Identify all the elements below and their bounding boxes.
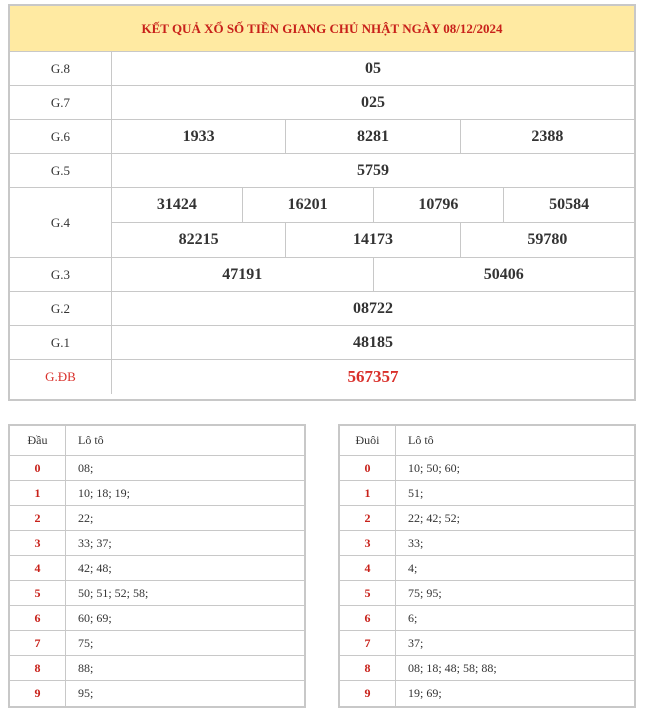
row-key: 6 [10, 606, 66, 630]
row-key: 5 [340, 581, 396, 605]
row-key: 9 [10, 681, 66, 706]
prize-label: G.8 [10, 52, 112, 85]
row-key: 2 [340, 506, 396, 530]
row-val: 08; [78, 460, 94, 475]
row-val: 75; [78, 635, 94, 650]
table-row [340, 606, 634, 631]
prize-number: 14173 [285, 223, 459, 257]
table-row [340, 581, 634, 606]
table-row [10, 506, 304, 531]
table-row [10, 581, 304, 606]
header-key: Đầu [10, 426, 66, 455]
row-key: 1 [340, 481, 396, 505]
row-key: 6 [340, 606, 396, 630]
header-val: Lô tô [78, 433, 104, 447]
special-prize-number: 567357 [347, 367, 399, 386]
table-row [340, 631, 634, 656]
table-header [340, 426, 634, 456]
prize-number: 2388 [460, 120, 634, 153]
header-val: Lô tô [408, 433, 434, 447]
prize-row-special [10, 360, 634, 394]
table-row [10, 481, 304, 506]
row-val: 88; [78, 660, 94, 675]
prize-number: 08722 [353, 299, 393, 317]
table-row [10, 456, 304, 481]
results-table [8, 4, 636, 401]
row-val: 22; [78, 510, 94, 525]
row-key: 0 [10, 456, 66, 480]
table-row [10, 531, 304, 556]
row-key: 1 [10, 481, 66, 505]
prize-row-g2 [10, 292, 634, 326]
row-key: 4 [10, 556, 66, 580]
duoi-loto-table [338, 424, 636, 708]
table-row [10, 656, 304, 681]
prize-number: 48185 [353, 333, 393, 351]
table-row [10, 681, 304, 706]
row-val: 60; 69; [78, 610, 112, 625]
table-row [340, 456, 634, 481]
row-key: 5 [10, 581, 66, 605]
table-row [340, 656, 634, 681]
row-val: 50; 51; 52; 58; [78, 585, 149, 600]
prize-label: G.2 [10, 292, 112, 325]
prize-number: 50584 [503, 188, 634, 222]
results-title: KẾT QUẢ XỔ SỐ TIỀN GIANG CHỦ NHẬT NGÀY 08/12/2024 [10, 6, 634, 52]
prize-number: 50406 [373, 258, 635, 291]
row-key: 9 [340, 681, 396, 706]
row-val: 42; 48; [78, 560, 112, 575]
row-val: 95; [78, 686, 94, 700]
table-row [340, 531, 634, 556]
prize-number: 8281 [285, 120, 459, 153]
table-row [340, 481, 634, 506]
table-row [10, 631, 304, 656]
dau-loto-table [8, 424, 306, 708]
prize-row-g7 [10, 86, 634, 120]
row-val: 75; 95; [408, 585, 442, 600]
prize-label: G.6 [10, 120, 112, 153]
row-val: 10; 18; 19; [78, 485, 131, 500]
row-val: 19; 69; [408, 686, 442, 700]
row-key: 3 [340, 531, 396, 555]
prize-label: G.7 [10, 86, 112, 119]
row-val: 33; 37; [78, 535, 112, 550]
row-val: 37; [408, 635, 424, 650]
prize-row-g8 [10, 52, 634, 86]
prize-number: 025 [361, 93, 385, 111]
row-key: 0 [340, 456, 396, 480]
prize-number: 05 [365, 59, 381, 77]
prize-label: G.4 [10, 188, 112, 257]
row-val: 6; [408, 610, 418, 625]
prize-row-g1 [10, 326, 634, 360]
prize-number: 5759 [357, 161, 389, 179]
prize-number: 10796 [373, 188, 504, 222]
table-header [10, 426, 304, 456]
row-val: 10; 50; 60; [408, 460, 461, 475]
table-row [340, 556, 634, 581]
table-row [340, 681, 634, 706]
prize-row-g4 [10, 188, 634, 258]
row-key: 8 [340, 656, 396, 680]
row-val: 51; [408, 485, 424, 500]
prize-number: 82215 [178, 231, 219, 248]
prize-label: G.3 [10, 258, 112, 291]
prize-number: 59780 [460, 223, 634, 257]
row-key: 2 [10, 506, 66, 530]
row-val: 08; 18; 48; 58; 88; [408, 660, 497, 675]
prize-number: 1933 [182, 127, 215, 145]
prize-number: 16201 [242, 188, 373, 222]
prize-label: G.5 [10, 154, 112, 187]
prize-label: G.ĐB [10, 360, 112, 394]
row-key: 8 [10, 656, 66, 680]
row-key: 3 [10, 531, 66, 555]
table-row [10, 556, 304, 581]
row-val: 22; 42; 52; [408, 510, 461, 525]
row-val: 4; [408, 560, 418, 575]
table-row [340, 506, 634, 531]
table-row [10, 606, 304, 631]
prize-number: 47191 [222, 265, 263, 283]
prize-number: 31424 [156, 196, 197, 213]
header-key: Đuôi [340, 426, 396, 455]
prize-row-g5 [10, 154, 634, 188]
row-val: 33; [408, 535, 424, 550]
prize-row-g3 [10, 258, 634, 292]
row-key: 7 [10, 631, 66, 655]
prize-label: G.1 [10, 326, 112, 359]
row-key: 4 [340, 556, 396, 580]
row-key: 7 [340, 631, 396, 655]
prize-row-g6 [10, 120, 634, 154]
